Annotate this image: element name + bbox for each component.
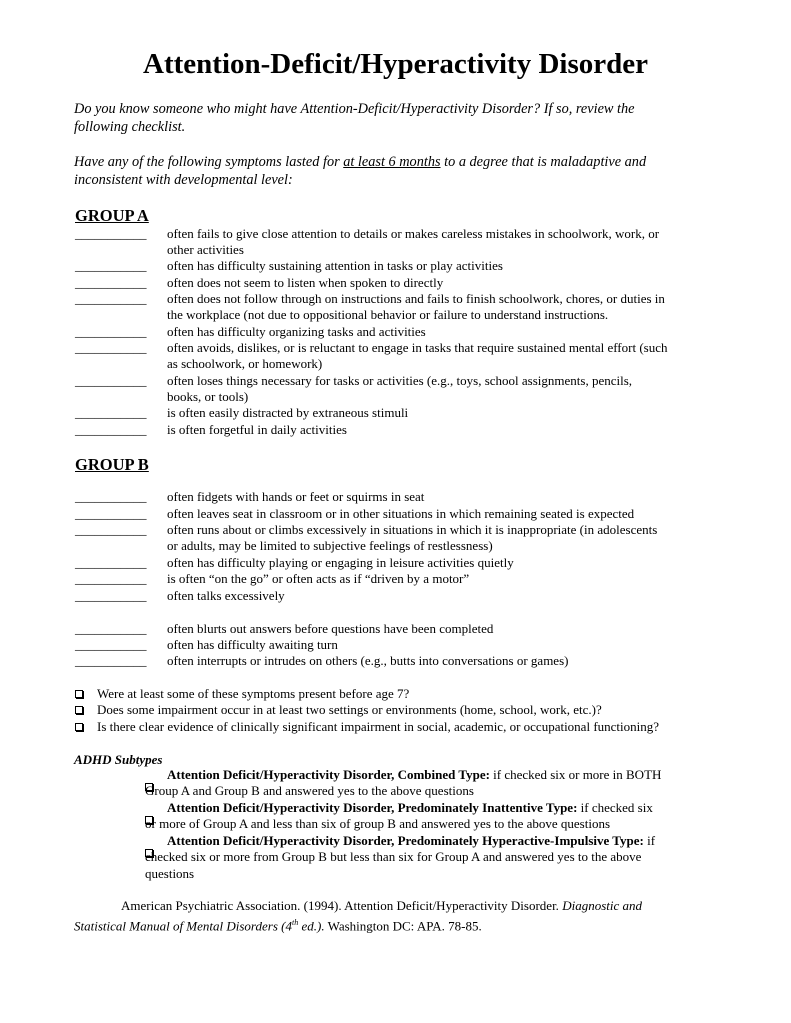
- subtype-criteria-line: checked six or more from Group B but less than six for Group A and answered yes to the above: [145, 849, 642, 865]
- symptom-text: [167, 373, 725, 406]
- symptom-text: [167, 405, 725, 421]
- symptom-line: books, or tools): [167, 389, 249, 405]
- question-text: Does some impairment occur in at least two settings or environments (home, school, work, etc.)?: [97, 702, 602, 717]
- citation-title-2: Statistical Manual of Mental Disorders (4: [74, 917, 292, 933]
- subtype-criteria-line: or more of Group A and less than six of group B and answered yes to the above questions: [145, 816, 611, 832]
- symptom-text: [167, 555, 725, 571]
- answer-blank[interactable]: ___________: [75, 588, 147, 603]
- symptom-text: [167, 653, 725, 669]
- symptom-line: often interrupts or intrudes on others (e.g., butts into conversations or games): [167, 653, 569, 668]
- checkbox-icon[interactable]: [75, 706, 83, 714]
- symptom-line: often has difficulty playing or engaging in leisure activities quietly: [167, 555, 514, 570]
- answer-blank[interactable]: ___________: [75, 324, 147, 339]
- answer-blank[interactable]: ___________: [75, 571, 147, 586]
- duration-text-before: Have any of the following symptoms lasted for: [74, 154, 344, 170]
- symptom-text: [167, 571, 725, 587]
- symptom-line: often runs about or climbs excessively in situations in which it is inappropriate (in adolescents: [167, 522, 658, 537]
- symptom-text: [167, 588, 725, 604]
- subtype-name: Attention Deficit/Hyperactivity Disorder, Predominately Inattentive Type:: [167, 800, 578, 815]
- answer-blank[interactable]: ___________: [75, 258, 147, 273]
- symptom-text: [167, 291, 725, 324]
- symptom-line: often does not follow through on instructions and fails to finish schoolwork, chores, or duties in: [167, 291, 665, 306]
- symptom-line: often blurts out answers before questions have been completed: [167, 621, 494, 636]
- intro-paragraph: [74, 100, 724, 136]
- symptom-text: [167, 522, 725, 555]
- page-title: Attention-Deficit/Hyperactivity Disorder: [143, 48, 648, 80]
- duration-question: [74, 153, 724, 189]
- symptom-line: as schoolwork, or homework): [167, 356, 323, 372]
- citation-line-2: [74, 915, 714, 935]
- duration-emphasis: at least 6 months: [343, 154, 441, 170]
- symptom-line: other activities: [167, 242, 244, 258]
- duration-text-after: to a degree that is maladaptive and: [440, 154, 647, 170]
- citation-title-1: Diagnostic and: [562, 898, 642, 913]
- answer-blank[interactable]: ___________: [75, 555, 147, 570]
- symptom-line: the workplace (not due to oppositional behavior or failure to understand instructions.: [167, 307, 609, 323]
- symptom-line: often has difficulty organizing tasks and activities: [167, 324, 426, 339]
- checkbox-icon[interactable]: [145, 783, 153, 791]
- answer-blank[interactable]: ___________: [75, 340, 147, 355]
- answer-blank[interactable]: ___________: [75, 653, 147, 668]
- subtype-criteria-line: questions: [145, 865, 195, 881]
- answer-blank[interactable]: ___________: [75, 373, 147, 388]
- group-a-heading: GROUP A: [75, 206, 149, 225]
- checkbox-icon[interactable]: [145, 816, 153, 824]
- symptom-text: [167, 324, 725, 340]
- answer-blank[interactable]: ___________: [75, 621, 147, 636]
- citation-line-1: [74, 898, 714, 915]
- symptom-line: is often “on the go” or often acts as if “driven by a motor”: [167, 571, 470, 586]
- citation: [74, 898, 714, 934]
- subtype-line-1: [145, 767, 715, 783]
- subtype-name: Attention Deficit/Hyperactivity Disorder, Combined Type:: [167, 767, 490, 782]
- answer-blank[interactable]: ___________: [75, 275, 147, 290]
- answer-blank[interactable]: ___________: [75, 405, 147, 420]
- symptom-text: [167, 275, 725, 291]
- citation-title-3: ed.).: [298, 917, 325, 933]
- symptom-text: [167, 226, 725, 259]
- symptom-line: often avoids, dislikes, or is reluctant to engage in tasks that require sustained mental effort (such: [167, 340, 668, 355]
- symptom-line: or adults, may be limited to subjective feelings of restlessness): [167, 538, 493, 554]
- checkbox-icon[interactable]: [75, 723, 83, 731]
- citation-superscript: th: [291, 917, 299, 927]
- symptom-text: [167, 506, 725, 522]
- question-text: Is there clear evidence of clinically significant impairment in social, academic, or occupational functioning?: [97, 719, 660, 734]
- symptom-line: often fails to give close attention to details or makes careless mistakes in schoolwork, work, or: [167, 226, 660, 241]
- subtypes-heading: ADHD Subtypes: [74, 752, 163, 767]
- group-b-heading: GROUP B: [75, 455, 149, 474]
- symptom-line: often fidgets with hands or feet or squirms in seat: [167, 489, 425, 504]
- symptom-line: often has difficulty awaiting turn: [167, 637, 338, 652]
- answer-blank[interactable]: ___________: [75, 637, 147, 652]
- subtype-criteria: if: [643, 833, 656, 848]
- subtype-criteria: if checked six: [577, 800, 653, 815]
- subtype-criteria: if checked six or more in BOTH: [489, 767, 662, 782]
- symptom-text: [167, 489, 725, 505]
- intro-line-1: Do you know someone who might have Attention-Deficit/Hyperactivity Disorder? If so, review the: [74, 101, 635, 117]
- subtype-item: [145, 767, 715, 800]
- symptom-text: [167, 621, 725, 637]
- citation-publisher: Washington DC: APA. 78-85.: [324, 917, 482, 933]
- symptom-line: often talks excessively: [167, 588, 285, 603]
- symptom-line: is often easily distracted by extraneous stimuli: [167, 405, 409, 420]
- intro-line-2: following checklist.: [74, 119, 186, 135]
- checkbox-icon[interactable]: [145, 849, 153, 857]
- answer-blank[interactable]: ___________: [75, 422, 147, 437]
- symptom-text: [167, 258, 725, 274]
- subtype-item: [145, 800, 715, 833]
- symptom-line: is often forgetful in daily activities: [167, 422, 347, 437]
- answer-blank[interactable]: ___________: [75, 489, 147, 504]
- citation-author: American Psychiatric Association. (1994). Attention Deficit/Hyperactivity Disorder.: [121, 898, 563, 913]
- subtype-name: Attention Deficit/Hyperactivity Disorder, Predominately Hyperactive-Impulsive Type:: [167, 833, 644, 848]
- symptom-line: often does not seem to listen when spoken to directly: [167, 275, 444, 290]
- duration-line-1: [74, 153, 724, 171]
- symptom-line: often leaves seat in classroom or in other situations in which remaining seated is expected: [167, 506, 635, 521]
- checkbox-icon[interactable]: [75, 690, 83, 698]
- answer-blank[interactable]: ___________: [75, 506, 147, 521]
- answer-blank[interactable]: ___________: [75, 522, 147, 537]
- symptom-line: often loses things necessary for tasks or activities (e.g., toys, school assignments, pencils,: [167, 373, 633, 388]
- subtype-criteria-line: Group A and Group B and answered yes to the above questions: [145, 783, 474, 799]
- subtype-line-1: [145, 833, 715, 849]
- answer-blank[interactable]: ___________: [75, 291, 147, 306]
- symptom-line: often has difficulty sustaining attention in tasks or play activities: [167, 258, 503, 273]
- symptom-text: [167, 340, 725, 373]
- symptom-text: [167, 422, 725, 438]
- answer-blank[interactable]: ___________: [75, 226, 147, 241]
- duration-line-2: inconsistent with developmental level:: [74, 172, 293, 188]
- symptom-text: [167, 637, 725, 653]
- subtype-line-1: [145, 800, 715, 816]
- question-text: Were at least some of these symptoms present before age 7?: [97, 686, 410, 701]
- subtype-item: [145, 833, 715, 882]
